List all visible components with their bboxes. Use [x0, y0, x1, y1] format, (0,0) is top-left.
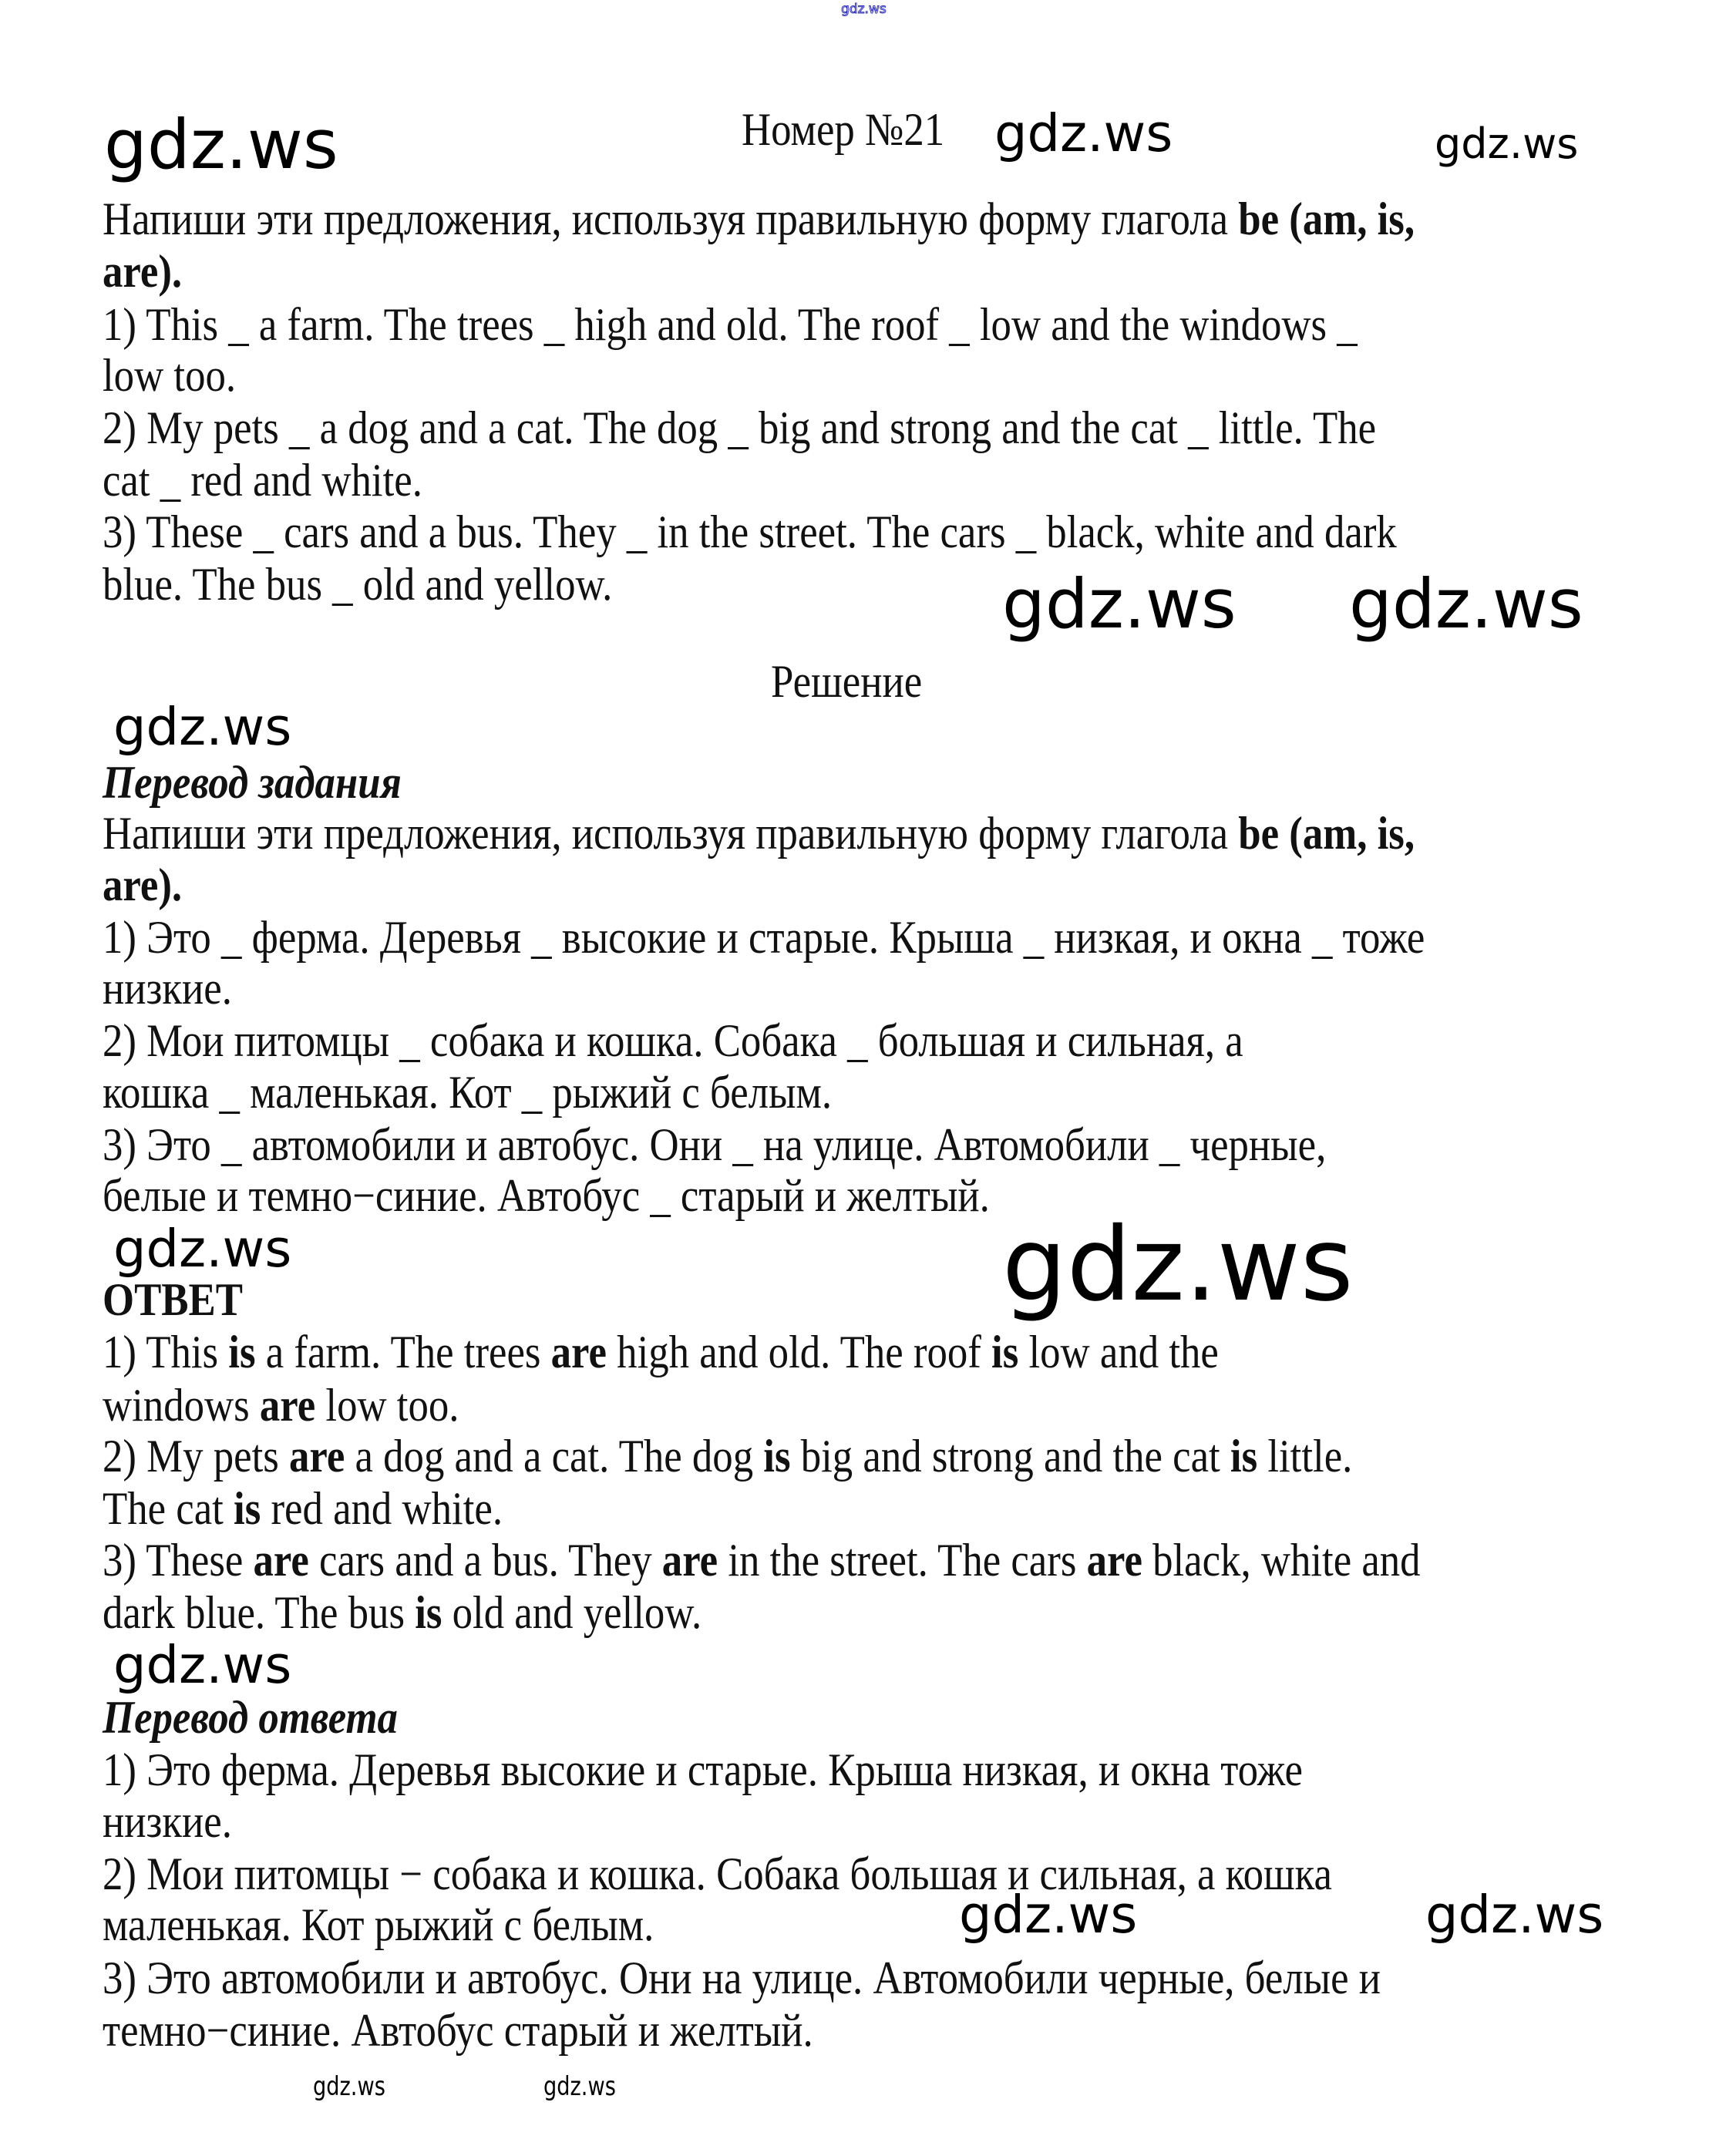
text-segment: темно−синие. Автобус старый и желтый. — [103, 2005, 813, 2056]
task-line — [103, 402, 1376, 453]
watermark: gdz.ws — [1435, 119, 1579, 168]
watermark: gdz.ws — [959, 1885, 1138, 1945]
task-instruction — [103, 246, 182, 297]
bold-verb: are — [259, 1380, 316, 1431]
answer-translation-line — [103, 1796, 232, 1847]
text-segment: 3) Это _ автомобили и автобус. Они _ на улице. Автомобили _ черные, — [103, 1119, 1327, 1170]
task-line — [103, 299, 1358, 350]
answer-translation-line — [103, 2005, 813, 2056]
text-segment: 1) Это _ ферма. Деревья _ высокие и старые. Крыша _ низкая, и окна _ тоже — [103, 912, 1425, 963]
task-translation-line — [103, 912, 1425, 963]
task-line — [103, 506, 1397, 557]
bold-verb: is — [991, 1327, 1019, 1377]
text-segment: 3) These — [103, 1535, 254, 1586]
text-segment: cat _ red and white. — [103, 455, 422, 506]
text-segment: 1) Это ферма. Деревья высокие и старые. Крыша низкая, и окна тоже — [103, 1744, 1303, 1795]
task-line — [103, 350, 236, 401]
bold-verb: is — [1230, 1431, 1258, 1482]
text-segment: Напиши эти предложения, используя правильную форму глагола — [103, 808, 1239, 859]
watermark: gdz.ws — [113, 697, 292, 757]
answer-translation-heading: Перевод ответа — [103, 1692, 398, 1743]
watermark: gdz.ws — [104, 105, 338, 184]
answer-line — [103, 1380, 459, 1431]
bold-verb: are). — [103, 859, 183, 910]
text-segment: red and white. — [261, 1483, 503, 1534]
text-segment: 3) Это автомобили и автобус. Они на улице. Автомобили черные, белые и — [103, 1953, 1381, 2003]
text-segment: black, white and — [1142, 1535, 1421, 1586]
text-segment: low and the — [1018, 1327, 1219, 1377]
answer-line — [103, 1431, 1352, 1482]
watermark: gdz.ws — [1002, 1206, 1354, 1324]
watermark: gdz.ws — [543, 2071, 616, 2102]
text-segment: кошка _ маленькая. Кот _ рыжий с белым. — [103, 1067, 833, 1118]
answer-heading: ОТВЕТ — [103, 1274, 243, 1325]
bold-verb: is — [234, 1483, 261, 1534]
bold-verb: are — [253, 1535, 309, 1586]
bold-verb: is — [228, 1327, 256, 1377]
bold-verb: is — [763, 1431, 791, 1482]
text-segment: белые и темно−синие. Автобус _ старый и желтый. — [103, 1170, 990, 1221]
answer-line — [103, 1483, 503, 1534]
text-segment: a dog and a cat. The dog — [345, 1431, 764, 1482]
text-segment: низкие. — [103, 963, 232, 1014]
task-translation-line — [103, 1067, 832, 1118]
task-instruction — [103, 193, 1415, 244]
answer-line — [103, 1587, 702, 1638]
bold-verb: are — [288, 1431, 345, 1482]
text-segment: a farm. The trees — [255, 1327, 551, 1377]
task-translation-line — [103, 1119, 1326, 1170]
answer-translation-line — [103, 1953, 1381, 2003]
watermark: gdz.ws — [1002, 564, 1237, 644]
text-segment: Напиши эти предложения, используя правильную форму глагола — [103, 193, 1239, 244]
bold-verb: be (am, is, — [1238, 193, 1415, 244]
bold-verb: are — [661, 1535, 718, 1586]
text-segment: The cat — [103, 1483, 234, 1534]
text-segment: 1) This — [103, 1327, 229, 1377]
text-segment: windows — [103, 1380, 260, 1431]
bold-verb: are — [1086, 1535, 1142, 1586]
solution-heading: Решение — [771, 656, 923, 707]
task-translation-line — [103, 859, 182, 910]
task-translation-line — [103, 808, 1415, 859]
watermark: gdz.ws — [1425, 1885, 1604, 1945]
text-segment: 3) These _ cars and a bus. They _ in the street. The cars _ black, white and dark — [103, 506, 1397, 557]
task-translation-line — [103, 1015, 1243, 1066]
text-segment: big and strong and the cat — [790, 1431, 1230, 1482]
text-segment: низкие. — [103, 1796, 232, 1847]
task-translation-heading: Перевод задания — [103, 757, 402, 808]
answer-translation-line — [103, 1848, 1332, 1899]
text-segment: blue. The bus _ old and yellow. — [103, 559, 613, 610]
answer-translation-line — [103, 1744, 1303, 1795]
text-segment: old and yellow. — [442, 1587, 702, 1638]
text-segment: dark blue. The bus — [103, 1587, 416, 1638]
bold-verb: be (am, is, — [1238, 808, 1415, 859]
answer-translation-line — [103, 1899, 654, 1950]
text-segment: 2) My pets _ a dog and a cat. The dog _ big and strong and the cat _ little. The — [103, 402, 1377, 453]
task-line — [103, 559, 612, 610]
text-segment: in the street. The cars — [718, 1535, 1087, 1586]
text-segment: 2) Мои питомцы − собака и кошка. Собака большая и сильная, а кошка — [103, 1848, 1332, 1899]
watermark: gdz.ws — [113, 1635, 292, 1695]
text-segment: low too. — [315, 1380, 459, 1431]
text-segment: little. — [1257, 1431, 1353, 1482]
text-segment: 2) Мои питомцы _ собака и кошка. Собака _ большая и сильная, а — [103, 1015, 1243, 1066]
answer-line — [103, 1535, 1421, 1586]
watermark: gdz.ws — [313, 2071, 385, 2102]
task-translation-line — [103, 1170, 990, 1221]
page-title: Номер №21 — [742, 104, 945, 155]
text-segment: 2) My pets — [103, 1431, 289, 1482]
text-segment: cars and a bus. They — [308, 1535, 662, 1586]
task-translation-line — [103, 963, 232, 1014]
text-segment: маленькая. Кот рыжий с белым. — [103, 1899, 654, 1950]
task-line — [103, 455, 422, 506]
watermark: gdz.ws — [994, 103, 1173, 163]
text-segment: low too. — [103, 350, 237, 401]
watermark: gdz.ws — [113, 1219, 292, 1279]
text-segment: 1) This _ a farm. The trees _ high and old. The roof _ low and the windows _ — [103, 299, 1358, 350]
bold-verb: are). — [103, 246, 183, 297]
bold-verb: are — [550, 1327, 607, 1377]
watermark: gdz.ws — [841, 2, 887, 17]
answer-line — [103, 1327, 1219, 1377]
bold-verb: is — [415, 1587, 442, 1638]
watermark: gdz.ws — [1349, 564, 1583, 644]
text-segment: high and old. The roof — [606, 1327, 992, 1377]
